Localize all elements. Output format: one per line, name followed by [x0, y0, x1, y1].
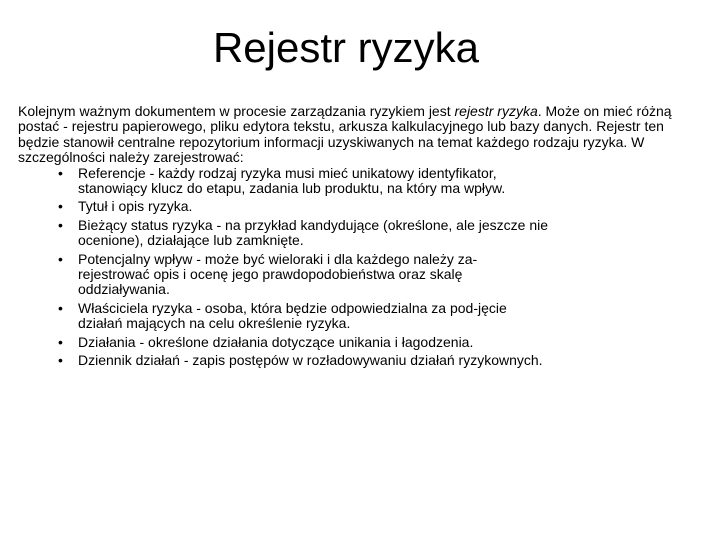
bullet-list — [18, 166, 682, 369]
bullet-item-action-log — [18, 353, 548, 368]
bullet-icon: • — [58, 299, 63, 316]
intro-text-before: Kolejnym ważnym dokumentem w procesie zarządzania ryzykiem jest — [18, 103, 455, 119]
bullet-text: Dziennik działań - zapis postępów w rozładowywaniu działań ryzykownych. — [78, 352, 543, 369]
bullet-text: Tytuł i opis ryzyka. — [78, 198, 193, 215]
bullet-text: Referencje - każdy rodzaj ryzyka musi mieć unikatowy identyfikator, stanowiący klucz do etapu, zadania lub produktu, na który ma wpływ. — [78, 164, 506, 197]
bullet-item-references — [18, 166, 548, 197]
bullet-item-status — [18, 218, 548, 249]
bullet-icon: • — [58, 250, 63, 267]
bullet-text: Bieżący status ryzyka - na przykład kandydujące (określone, ale jeszcze nie ocenione), działające lub zamknięte. — [78, 216, 548, 249]
intro-paragraph — [18, 104, 682, 166]
bullet-text: Potencjalny wpływ - może być wieloraki i dla każdego należy za-rejestrować opis i ocenę jego prawdopodobieństwa oraz skalę oddziaływania. — [78, 250, 478, 298]
slide-body — [18, 104, 682, 372]
bullet-text: Właściciela ryzyka - osoba, która będzie odpowiedzialna za pod-jęcie działań mających na celu określenie ryzyka. — [78, 299, 507, 332]
bullet-icon: • — [58, 164, 63, 181]
bullet-icon: • — [58, 198, 63, 215]
bullet-item-actions — [18, 335, 548, 350]
bullet-icon: • — [58, 216, 63, 233]
bullet-item-impact — [18, 252, 548, 298]
bullet-icon: • — [58, 352, 63, 369]
intro-text-after: . Może on mieć różną postać - rejestru papierowego, pliku edytora tekstu, arkusza kalkulacyjnego lub bazy danych. Rejestr ten będzie stanowił centralne repozytorium informacji uzyskiwanych na temat każdego rodzaju ryzyka. W szczególności należy zarejestrować: — [18, 103, 672, 166]
bullet-icon: • — [58, 333, 63, 350]
bullet-text: Działania - określone działania dotyczące unikania i łagodzenia. — [78, 333, 474, 350]
slide-title: Rejestr ryzyka — [212, 24, 480, 71]
intro-emphasis: rejestr ryzyka — [454, 103, 538, 119]
bullet-item-title — [18, 199, 548, 214]
bullet-item-owner — [18, 301, 548, 332]
